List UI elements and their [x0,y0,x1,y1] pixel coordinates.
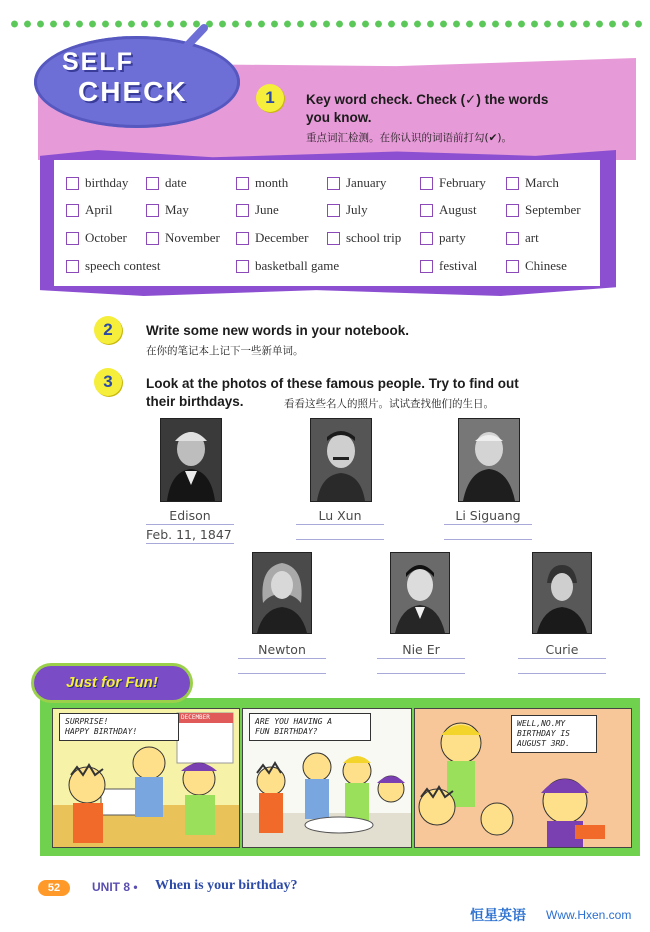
speech-bubble-2: ARE YOU HAVING A FUN BIRTHDAY? [249,713,371,741]
section-1-number: 1 [256,84,284,112]
word-item[interactable]: June [236,201,279,219]
comic-panel-3 [414,708,632,848]
word-item[interactable]: school trip [327,229,401,247]
section-1-instruction-line1: Key word check. Check (✓) the words [306,92,549,107]
checkbox[interactable] [236,260,249,273]
name-lu-xun: Lu Xun [296,508,384,525]
section-3-instruction-line1: Look at the photos of these famous people. Try to find out [146,376,519,391]
person-nie-er [377,642,465,674]
unit-title: When is your birthday? [155,878,298,893]
calendar-label: DECEMBER [181,714,210,721]
photo-nie-er [390,552,450,634]
checkbox[interactable] [420,260,433,273]
name-li-siguang: Li Siguang [444,508,532,525]
checkbox[interactable] [146,204,159,217]
checkbox[interactable] [146,177,159,190]
dotted-border [8,18,642,30]
checkbox[interactable] [66,260,79,273]
person-newton [238,642,326,674]
name-newton: Newton [238,642,326,659]
word-item[interactable]: basketball game [236,257,339,275]
birthday-line[interactable] [444,539,532,540]
birthday-line[interactable] [296,539,384,540]
checkbox[interactable] [327,204,340,217]
checkbox[interactable] [506,204,519,217]
photo-curie [532,552,592,634]
birthday-line[interactable] [377,673,465,674]
name-curie: Curie [518,642,606,659]
page-number: 52 [38,880,70,896]
checkbox[interactable] [146,232,159,245]
word-item[interactable]: October [66,229,127,247]
section-2-instruction: Write some new words in your notebook. [146,323,410,338]
word-item[interactable]: January [327,174,386,192]
section-1-instruction-line2: you know. [306,110,372,125]
section-3-instruction-zh: 看看这些名人的照片。试试查找他们的生日。 [284,398,494,410]
word-item[interactable]: month [236,174,288,192]
checkbox[interactable] [66,204,79,217]
word-item[interactable]: September [506,201,581,219]
checkbox[interactable] [506,177,519,190]
checkbox[interactable] [236,204,249,217]
person-li-siguang [444,508,532,540]
watermark-url[interactable]: Www.Hxen.com [546,908,632,922]
watermark-brand: 恒星英语 [470,908,526,924]
section-2-instruction-zh: 在你的笔记本上记下一些新单词。 [146,345,304,357]
self-word: SELF [62,48,134,76]
person-edison [146,508,234,544]
photo-lu-xun [310,418,372,502]
speech-bubble-3: WELL,NO.MY BIRTHDAY IS AUGUST 3RD. [511,715,597,753]
word-item[interactable]: May [146,201,189,219]
checkbox[interactable] [420,177,433,190]
checkbox[interactable] [420,232,433,245]
checkbox[interactable] [327,177,340,190]
word-item[interactable]: April [66,201,112,219]
speech-bubble-1: SURPRISE! HAPPY BIRTHDAY! [59,713,179,741]
word-item[interactable]: speech contest [66,257,160,275]
photo-li-siguang [458,418,520,502]
word-item[interactable]: date [146,174,187,192]
comic-panel-1 [52,708,240,848]
word-item[interactable]: July [327,201,368,219]
check-mark-icon [146,24,208,72]
word-item[interactable]: August [420,201,477,219]
word-item[interactable]: party [420,229,466,247]
birthday-line[interactable] [518,673,606,674]
unit-label: UNIT 8 • [92,880,138,894]
comic-panel-2 [242,708,412,848]
checkbox[interactable] [66,177,79,190]
name-edison: Edison [146,508,234,525]
word-item[interactable]: March [506,174,559,192]
word-item[interactable]: November [146,229,220,247]
section-3-instruction-line2: their birthdays. [146,394,244,409]
section-2-number: 2 [94,316,122,344]
person-lu-xun [296,508,384,540]
word-item[interactable]: birthday [66,174,128,192]
check-word: CHECK [78,76,188,107]
checkbox[interactable] [66,232,79,245]
name-nie-er: Nie Er [377,642,465,659]
section-1-instruction-zh: 重点词汇检测。在你认识的词语前打勾(✔)。 [306,132,512,144]
word-item[interactable]: festival [420,257,477,275]
just-for-fun-title: Just for Fun! [66,674,158,691]
word-item[interactable]: art [506,229,539,247]
checkbox[interactable] [327,232,340,245]
section-3-number: 3 [94,368,122,396]
word-item[interactable]: February [420,174,486,192]
word-item[interactable]: December [236,229,308,247]
birthday-edison: Feb. 11, 1847 [146,527,234,544]
birthday-line[interactable] [238,673,326,674]
checkbox[interactable] [236,177,249,190]
person-curie [518,642,606,674]
checkbox[interactable] [420,204,433,217]
word-box [54,160,600,286]
photo-newton [252,552,312,634]
word-item[interactable]: Chinese [506,257,567,275]
photo-edison [160,418,222,502]
checkbox[interactable] [236,232,249,245]
checkbox[interactable] [506,232,519,245]
checkbox[interactable] [506,260,519,273]
